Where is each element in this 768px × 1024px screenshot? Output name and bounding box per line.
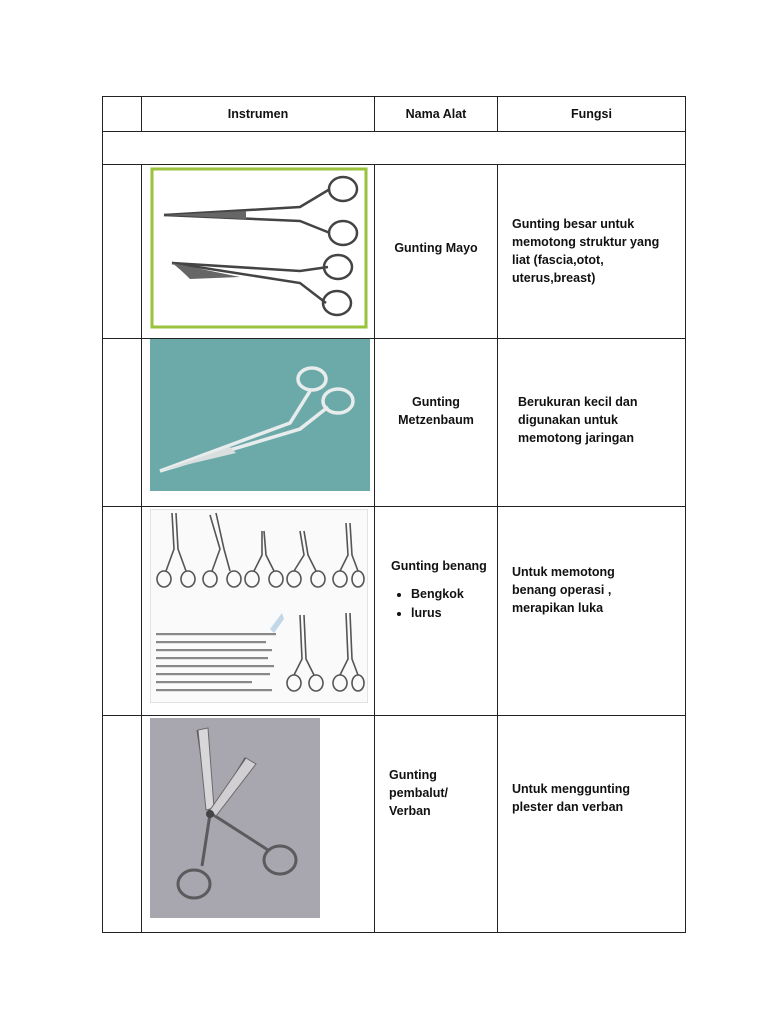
metzenbaum-scissors-photo-icon — [150, 339, 374, 491]
row-number-cell — [103, 716, 142, 933]
header-cell-number — [103, 97, 142, 132]
instrument-function — [498, 215, 685, 287]
function-line: memotong struktur yang — [512, 235, 660, 249]
instrument-function — [498, 563, 685, 617]
name-line: Gunting benang — [391, 559, 487, 573]
function-line: Untuk menggunting — [512, 782, 631, 796]
function-line: plester dan verban — [512, 800, 624, 814]
instrument-name-cell — [375, 507, 498, 716]
function-line: Untuk memotong — [512, 565, 615, 579]
table-row — [103, 507, 686, 716]
instrument-function-cell — [498, 507, 686, 716]
function-line: uterus,breast) — [512, 271, 596, 285]
instrument-table — [102, 96, 686, 933]
header-instrumen-label: Instrumen — [227, 107, 289, 121]
instrument-function-cell — [498, 716, 686, 933]
instrument-function-cell — [498, 339, 686, 507]
function-line: Berukuran kecil dan — [518, 395, 638, 409]
name-line: Gunting Mayo — [394, 241, 478, 255]
instrument-image-cell — [142, 716, 375, 933]
header-cell-instrumen — [142, 97, 375, 132]
sub-item-list — [375, 585, 497, 623]
instrument-name — [375, 557, 497, 575]
instrument-name — [375, 766, 497, 820]
table-header-row — [103, 97, 686, 132]
header-fungsi-label: Fungsi — [571, 107, 612, 121]
function-line: liat (fascia,otot, — [512, 253, 604, 267]
mayo-scissors-photo-icon — [150, 167, 374, 329]
header-nama-alat-label: Nama Alat — [405, 107, 467, 121]
function-line: digunakan untuk — [518, 413, 618, 427]
suture-scissors-catalog-icon — [150, 509, 374, 703]
spacer-cell — [103, 132, 686, 165]
name-line: pembalut/ — [389, 786, 449, 800]
instrument-image-cell — [142, 507, 375, 716]
row-number-cell — [103, 339, 142, 507]
function-line: benang operasi , — [512, 583, 612, 597]
name-line: Gunting — [412, 395, 460, 409]
instrument-function-cell — [498, 165, 686, 339]
row-number-cell — [103, 507, 142, 716]
instrument-image-cell — [142, 165, 375, 339]
instrument-function — [498, 393, 685, 447]
instrument-function — [498, 780, 685, 816]
list-item: • Bengkok — [411, 585, 497, 604]
header-cell-nama-alat — [375, 97, 498, 132]
name-line: Verban — [389, 804, 431, 818]
instrument-name-cell — [375, 165, 498, 339]
bandage-scissors-photo-icon — [150, 718, 374, 918]
function-line: memotong jaringan — [518, 431, 634, 445]
instrument-name — [375, 393, 497, 429]
name-line: Metzenbaum — [398, 413, 474, 427]
table-row — [103, 339, 686, 507]
table-spacer-row — [103, 132, 686, 165]
list-item: • lurus — [411, 604, 497, 623]
function-line: merapikan luka — [512, 601, 604, 615]
instrument-name-cell — [375, 716, 498, 933]
name-line: Gunting — [389, 768, 437, 782]
row-number-cell — [103, 165, 142, 339]
instrument-image-cell — [142, 339, 375, 507]
table-row — [103, 165, 686, 339]
function-line: Gunting besar untuk — [512, 217, 635, 231]
header-cell-fungsi — [498, 97, 686, 132]
instrument-name-cell — [375, 339, 498, 507]
instrument-name — [375, 239, 497, 257]
table-row — [103, 716, 686, 933]
